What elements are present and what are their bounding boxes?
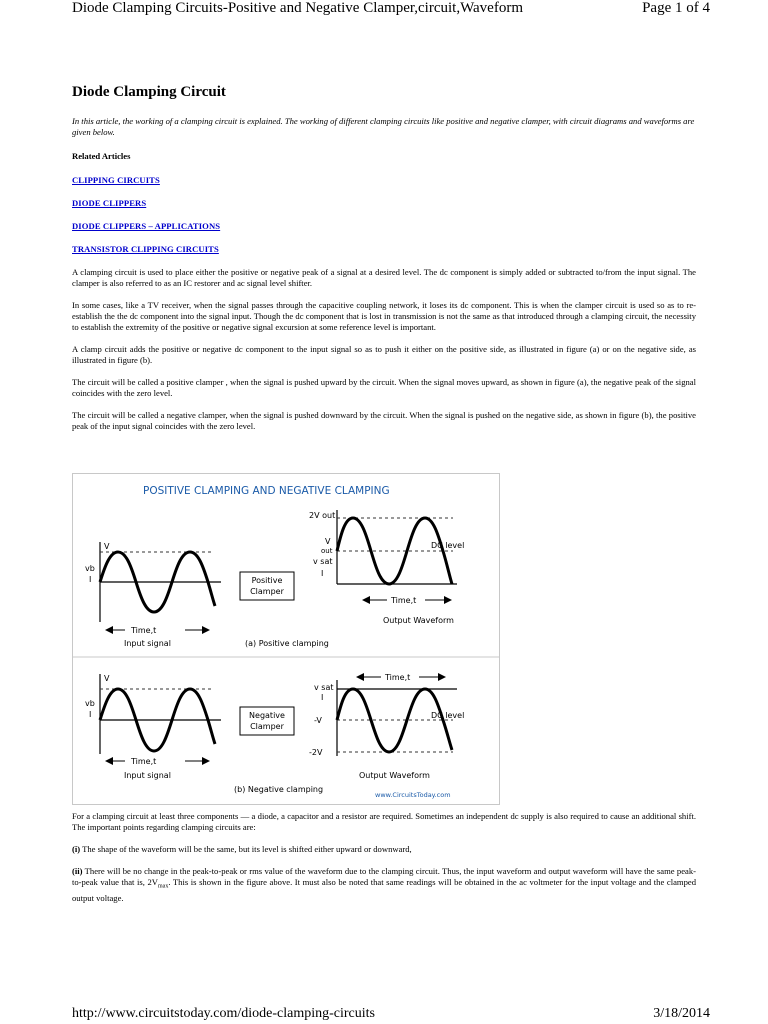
related-link-transistor-clipping-circuits[interactable]: TRANSISTOR CLIPPING CIRCUITS [72,244,219,254]
input-time-label: Time,t [131,757,157,766]
paragraph: The circuit will be called a positive clamper , when the signal is pushed upward by the circuit. When the signal moves upward, as shown in figure (a), the negative peak of the signal coincides with the zero level. [72,377,696,398]
input-vb-label: vb [85,699,95,708]
point-text: The shape of the waveform will be the same, but its level is shifted either upward or downward, [80,844,412,854]
page-header-title: Diode Clamping Circuits-Positive and Negative Clamper,circuit,Waveform [72,0,523,16]
output-bar-label: I [321,569,324,578]
clamping-figure [72,473,500,805]
input-bar-label: I [89,710,92,719]
article-body [72,116,696,443]
input-signal-caption: Input signal [124,771,171,780]
output-waveform-caption: Output Waveform [383,616,454,625]
point-text-cont: . This is shown in the figure above. It must also be noted that same readings will be obtained in the ac voltmeter for the input voltage and the clamped output voltage. [72,877,696,903]
point-i [72,844,696,855]
point-text: There will be no change in the peak-to-peak or rms value of the waveform due to the clamping circuit. Thus, the input waveform and output waveform will have the same peak-to-peak value that is, 2V [72,866,696,887]
article-title: Diode Clamping Circuit [72,84,226,100]
footer-date: 3/18/2014 [653,1006,710,1021]
input-bar-label: I [89,575,92,584]
clamper-box-line1: Negative [249,711,285,720]
panel-b-input [85,674,221,780]
output-vsat-label: v sat [313,557,333,566]
subscript-max: max [157,883,169,890]
article-intro: In this article, the working of a clamping circuit is explained. The working of different clamping circuits like positive and negative clamper, with circuit diagrams and waveforms are given below. [72,116,695,137]
paragraph: A clamping circuit is used to place either the positive or negative peak of a signal at a desired level. The dc component is simply added or subtracted to/from the input signal. The clamper is also referred to as an IC restorer and ac signal level shifter. [72,267,696,288]
output-v-label: V [325,537,331,546]
dc-level-label: DC level [431,711,465,720]
paragraph: In some cases, like a TV receiver, when the signal passes through the capacitive coupling network, it loses its dc component. This is when the clamper circuit is used so as to re-establish the the dc component into the signal input. Though the dc component that is lost in transmission is not the same as that introduced through a clamping circuit, the necessity to establish the extremity of the positive or negative signal excursion at some reference level is important. [72,300,696,332]
input-vb-label: vb [85,564,95,573]
output-time-label: Time,t [391,596,417,605]
paragraph: For a clamping circuit at least three components — a diode, a capacitor and a resistor are required. Sometimes an independent dc supply is also required to cause an additional shift. The important points regarding clamping circuits are: [72,811,696,832]
paragraph: The circuit will be called a negative clamper, when the signal is pushed downward by the circuit. When the signal is pushed on the negative side, as shown in figure (b), the positive peak of the input signal coincides with the zero level. [72,410,696,431]
clamping-diagram [73,474,499,804]
output-out-label: out [321,547,333,555]
output-vsat-label: v sat [314,683,334,692]
post-figure-text [72,811,696,915]
figure-credit: www.CircuitsToday.com [375,791,451,799]
point-label: (i) [72,844,81,854]
output-time-label: Time,t [385,673,411,682]
dc-level-label: DC level [431,541,465,550]
panel-a-output [309,510,464,625]
panel-a-input [85,542,221,648]
related-link-clipping-circuits[interactable]: CLIPPING CIRCUITS [72,175,160,185]
page-number: Page 1 of 4 [642,0,710,16]
point-ii [72,866,696,904]
panel-a-caption: (a) Positive clamping [245,639,329,648]
related-link-diode-clippers[interactable]: DIODE CLIPPERS [72,198,147,208]
positive-clamper-block [240,572,329,648]
paragraph: A clamp circuit adds the positive or negative dc component to the input signal so as to push it either on the positive side, as illustrated in figure (a) or on the negative side, as illustrated in figure (b). [72,344,696,365]
footer-url: http://www.circuitstoday.com/diode-clamping-circuits [72,1006,375,1021]
input-signal-caption: Input signal [124,639,171,648]
clamper-box-line2: Clamper [250,722,284,731]
panel-b-caption: (b) Negative clamping [234,785,324,794]
point-label: (ii) [72,866,83,876]
figure-title: POSITIVE CLAMPING AND NEGATIVE CLAMPING [143,485,390,497]
output-minus-2v-label: -2V [309,748,323,757]
output-minus-v-label: -V [314,716,322,725]
related-articles-heading: Related Articles [72,151,131,161]
panel-b-output [309,673,464,799]
clamper-box-line2: Clamper [250,587,284,596]
output-waveform-caption: Output Waveform [359,771,430,780]
related-link-diode-clippers-applications[interactable]: DIODE CLIPPERS – APPLICATIONS [72,221,221,231]
input-time-label: Time,t [131,626,157,635]
clamper-box-line1: Positive [251,576,283,585]
input-v-label: V [104,542,110,551]
output-bar-label: I [321,693,324,702]
output-2v-label: 2V out [309,511,336,520]
related-articles-list [72,175,696,255]
input-v-label: V [104,674,110,683]
